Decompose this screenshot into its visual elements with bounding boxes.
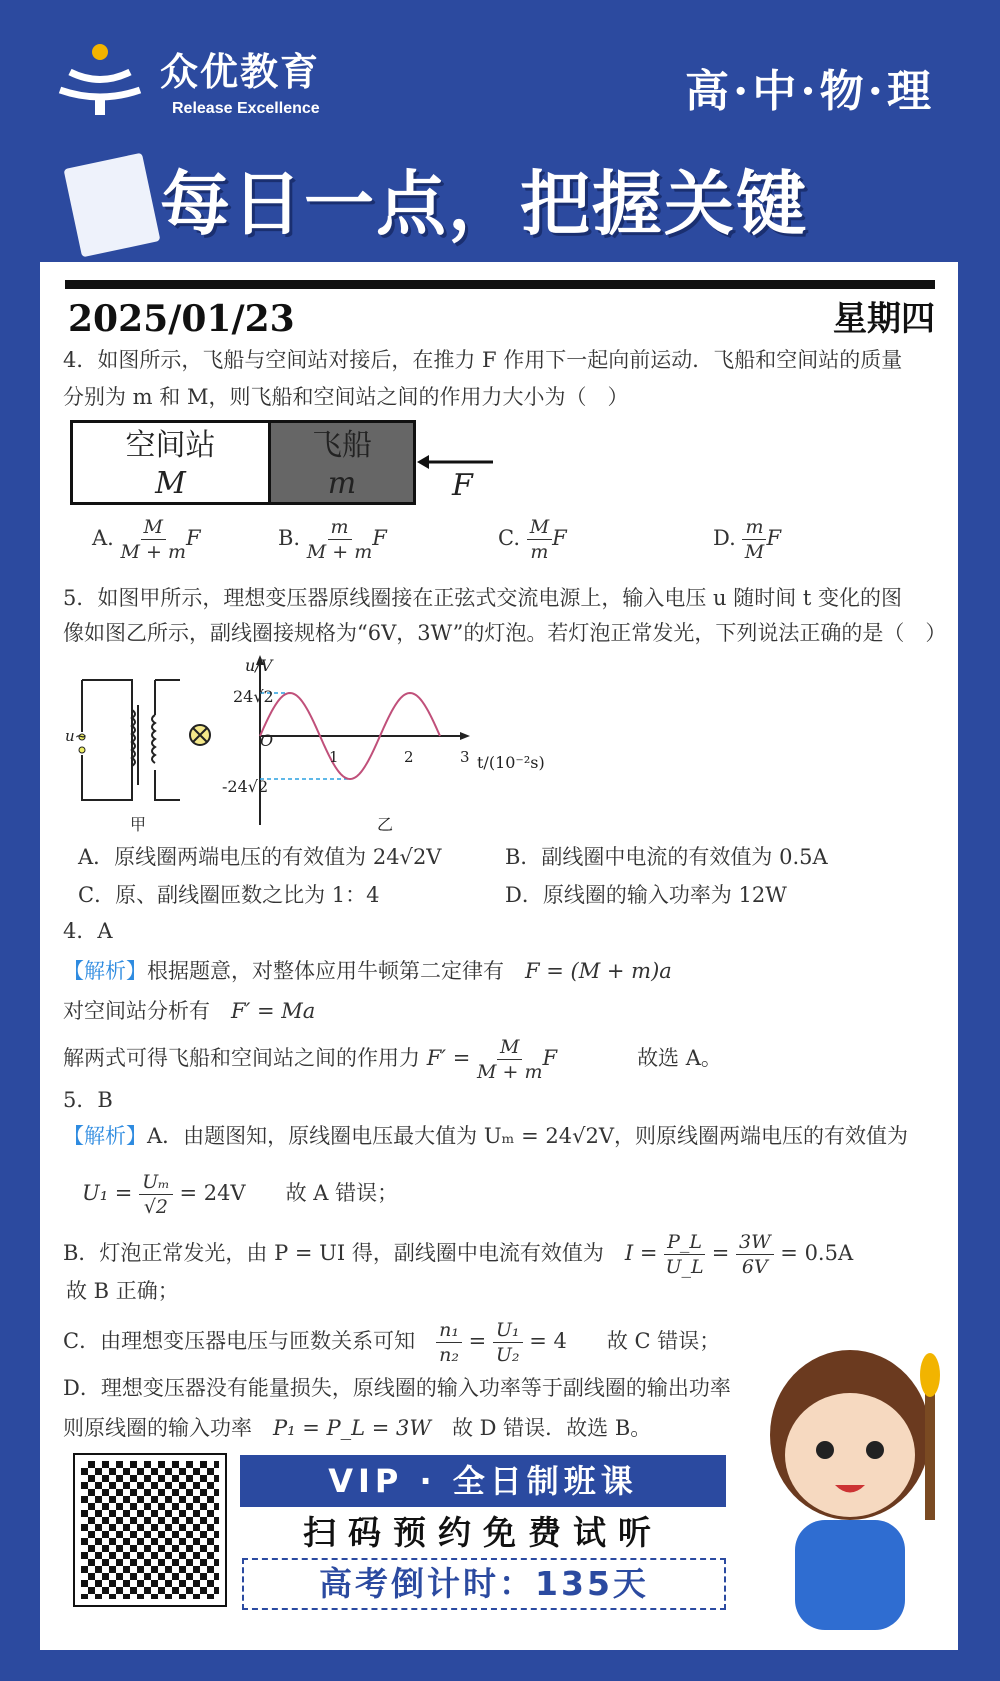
figure-b-label: 乙 [377, 815, 394, 834]
x-axis-label: t/(10⁻²s) [477, 753, 545, 772]
force-label: F [452, 468, 473, 503]
q4-option-a[interactable]: A. $\frac{M}{M + m}$ F [92, 516, 201, 563]
answer-4: 4．A [63, 919, 113, 943]
headline: 每日一点，把握关键 [160, 163, 808, 245]
q4-option-d[interactable]: D. $\frac{m}{M}$ F [713, 516, 782, 563]
lamp-icon [188, 723, 212, 747]
q4-option-c[interactable]: C. $\frac{M}{m}$ F [498, 516, 567, 563]
figure-a-label: 甲 [130, 815, 147, 834]
station-mass: M [155, 466, 186, 501]
brand-name: 众优教育 [160, 50, 321, 94]
paper-icon [64, 153, 161, 258]
solution-5-line: C．由理想变压器电压与匝数关系可知 $\frac{\text{n₁}}{\text{n₂}}$ = $\frac{\text{U₁}}{\text{U₂}}$ = 4 故 C 错误； [63, 1319, 721, 1366]
scan-prompt: 扫码预约免费试听 [303, 1513, 663, 1552]
origin-label: O [260, 731, 274, 750]
q5-text: 像如图乙所示，副线圈接规格为“6V，3W”的灯泡。若灯泡正常发光，下列说法正确的是（ ） [63, 621, 947, 645]
x-tick: 1 [329, 748, 339, 766]
brand-slogan: Release Excellence [172, 100, 320, 117]
solution-5-line: 则原线圈的输入功率 P₁ = P_L = 3W 故 D 错误．故选 B。 [63, 1416, 652, 1440]
y-tick-max: 24√2 [233, 687, 274, 706]
q4-diagram [70, 420, 416, 505]
solution-5-line: 【解析】A．由题图知，原线圈电压最大值为 Uₘ = 24√2V，则原线圈两端电压的有效值为 [63, 1124, 908, 1148]
vip-banner[interactable]: VIP · 全日制班课 [240, 1455, 726, 1507]
divider [65, 280, 935, 289]
q4-text: 4．如图所示，飞船与空间站对接后，在推力 F 作用下一起向前运动．飞船和空间站的质量 [63, 348, 903, 372]
source-label: u~ [65, 727, 88, 745]
q4-text: 分别为 m 和 M，则飞船和空间站之间的作用力大小为（ ） [63, 385, 629, 409]
station-label: 空间站 [125, 428, 216, 463]
y-axis-label: u/V [245, 656, 273, 675]
logo-icon [55, 42, 145, 117]
subject-title: 高·中·物·理 [685, 66, 935, 117]
weekday: 星期四 [833, 299, 935, 339]
q5-option-a[interactable]: A．原线圈两端电压的有效值为 24√2V [78, 845, 442, 869]
solution-5-line: B．灯泡正常发光，由 P = UI 得，副线圈中电流有效值为 I = $\frac{P\_L}{U\_L}$ = $\frac{3W}{6V}$ = 0.5A [63, 1231, 854, 1278]
x-axis-arrow [460, 732, 470, 740]
solution-4-line: 对空间站分析有 F′ = Ma [63, 999, 316, 1023]
exam-countdown: 高考倒计时：135天 [242, 1558, 726, 1610]
y-tick-min: -24√2 [222, 777, 269, 796]
q4-options [92, 515, 781, 564]
ship-label: 飞船 [312, 428, 372, 463]
q5-text: 5．如图甲所示，理想变压器原线圈接在正弦式交流电源上，输入电压 u 随时间 t 变化的图 [63, 586, 903, 610]
mascot-illustration [750, 1340, 960, 1650]
ship-mass: m [327, 466, 357, 501]
solution-5-line: D．理想变压器没有能量损失，原线圈的输入功率等于副线圈的输出功率 [63, 1376, 731, 1400]
date: 2025/01/23 [68, 298, 295, 340]
answer-5: 5．B [63, 1088, 113, 1112]
q5-option-d[interactable]: D．原线圈的输入功率为 12W [505, 883, 787, 907]
solution-4-line: 解两式可得飞船和空间站之间的作用力 F′ = $\frac{M}{M + m}$ F 故选 A。 [63, 1036, 722, 1083]
solution-4-line: 【解析】根据题意，对整体应用牛顿第二定律有 F = (M + m)a [63, 959, 672, 983]
solution-5-line: U₁ = $\frac{\text{Uₘ}}{√2}$ = 24V 故 A 错误； [82, 1171, 399, 1218]
qr-code[interactable] [75, 1455, 225, 1605]
q4-option-b[interactable]: B. $\frac{m}{M + m}$ F [278, 516, 387, 563]
x-tick: 3 [460, 748, 470, 766]
solution-5-line: 故 B 正确； [66, 1279, 179, 1303]
q5-option-b[interactable]: B．副线圈中电流的有效值为 0.5A [505, 845, 828, 869]
q5-option-c[interactable]: C．原、副线圈匝数之比为 1：4 [78, 883, 380, 907]
x-tick: 2 [404, 748, 414, 766]
